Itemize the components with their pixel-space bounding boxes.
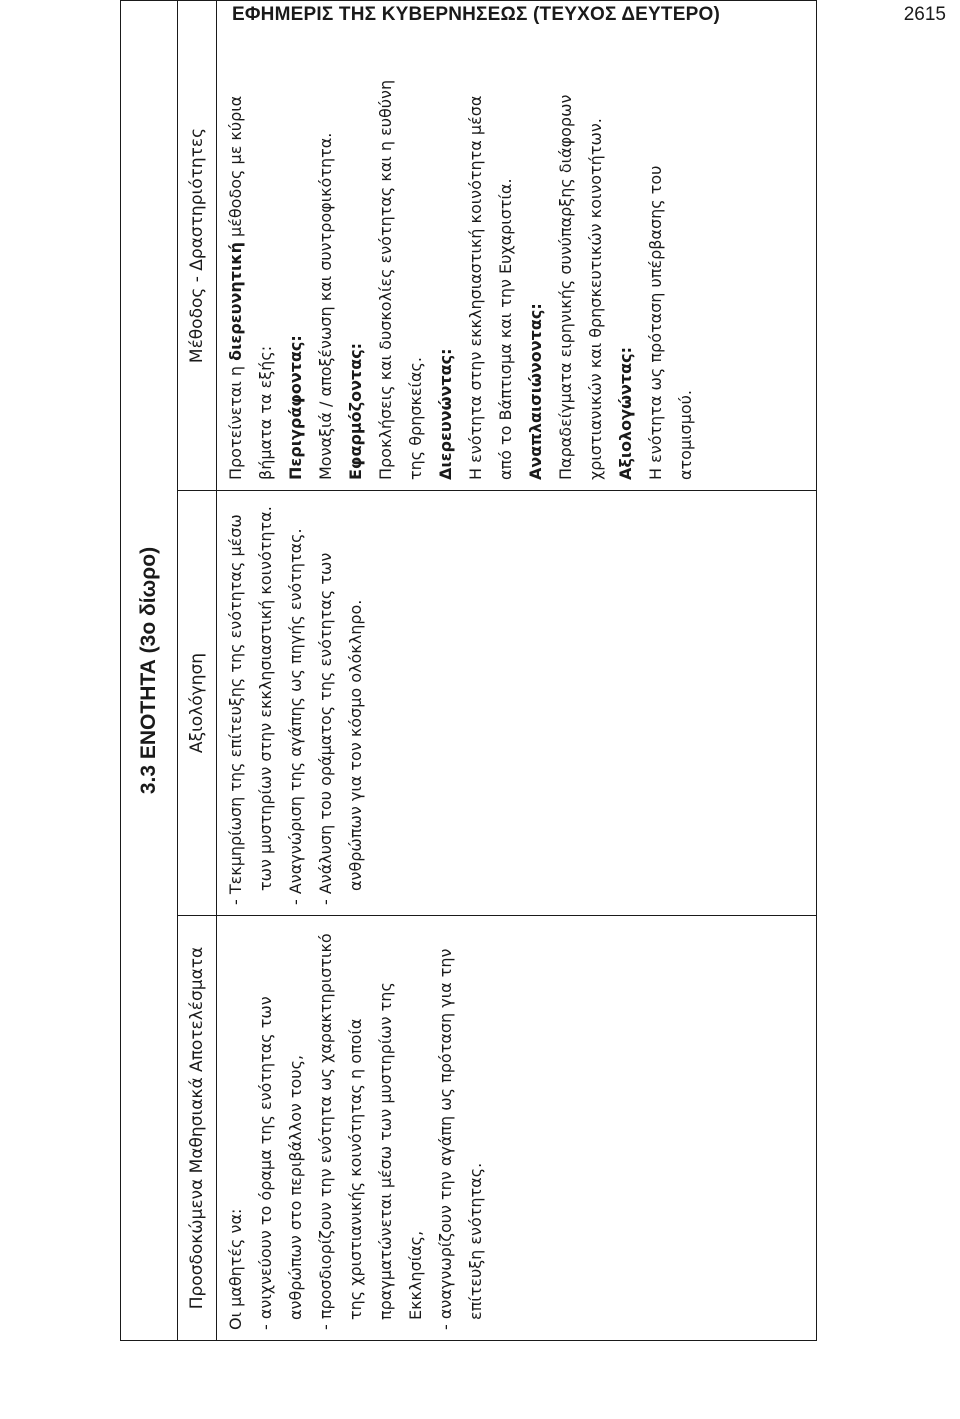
step-line: χριστιανικών και θρησκευτικών κοινοτήτων. <box>586 118 605 480</box>
step-line: Η ενότητα στην εκκλησιαστική κοινότητα μέσα <box>466 95 485 480</box>
rotated-table-container <box>120 1 820 1341</box>
column-header-assessment: Αξιολόγηση <box>178 491 217 916</box>
outcome-line: - αναγνωρίζουν την αγάπη ως πρόταση για την <box>436 948 455 1330</box>
outcome-line: ανθρώπων στο περιβάλλον τους, <box>286 1054 305 1320</box>
outcome-line: Εκκλησίας, <box>406 1230 425 1320</box>
outcome-line: - προσδιορίζουν την ενότητα ως χαρακτηριστικό <box>316 933 335 1330</box>
column-header-outcomes: Προσδοκώμενα Μαθησιακά Αποτελέσματα <box>178 916 217 1341</box>
step-line: Η ενότητα ως πρόταση υπέρβασης του <box>646 165 665 480</box>
step-heading: Αναπλαισιώνοντας: <box>526 303 545 480</box>
table-title-text: 3.3 ΕΝΟΤΗΤΑ (3ο δίωρο) <box>137 546 160 795</box>
step-line: από το Βάπτισμα και την Ευχαριστία. <box>496 178 515 480</box>
assessment-cell <box>217 491 817 916</box>
step-line: ατομισμού. <box>676 389 695 480</box>
method-intro <box>221 11 251 480</box>
step-line: της θρησκείας. <box>406 357 425 480</box>
method-intro-line2: βήματα τα εξής: <box>256 345 275 480</box>
outcome-line: της χριστιανικής κοινότητας η οποία <box>346 1018 365 1320</box>
step-heading: Περιγράφοντας: <box>286 335 305 480</box>
step-heading: Αξιολογώντας: <box>616 347 635 480</box>
outcome-line: πραγματώνεται μέσω των μυστηρίων της <box>376 982 395 1320</box>
method-intro-bold: διερευνητική <box>226 242 245 361</box>
page-number: 2615 <box>903 4 946 25</box>
unit-table <box>120 0 817 1341</box>
column-header-method: Μέθοδος - Δραστηριότητες <box>178 1 217 491</box>
assessment-line: - Αναγνώριση της αγάπης ως πηγής ενότητας. <box>286 528 305 905</box>
assessment-line: - Τεκμηρίωση της επίτευξης της ενότητας μέσω <box>226 514 245 905</box>
step-heading: Διερευνώντας: <box>436 348 455 480</box>
step-line: Μοναξιά / αποξένωση και συντροφικότητα. <box>316 132 335 480</box>
outcomes-cell <box>217 916 817 1341</box>
assessment-line: ανθρώπων για τον κόσμο ολόκληρο. <box>346 599 365 891</box>
table-title <box>121 1 178 1341</box>
step-line: Παραδείγματα ειρηνικής συνύπαρξης διάφορων <box>556 94 575 480</box>
step-line: Προκλήσεις και δυσκολίες ενότητας και η ευθύνη <box>376 79 395 480</box>
method-intro-post: μέθοδος με κύρια <box>226 95 245 243</box>
assessment-line: - Ανάλυση του οράματος της ενότητας των <box>316 552 335 905</box>
method-intro-pre: Προτείνεται η <box>226 360 245 480</box>
gazette-title: ΕΦΗΜΕΡΙΣ ΤΗΣ ΚΥΒΕΡΝΗΣΕΩΣ (ΤΕΥΧΟΣ ΔΕΥΤΕΡΟ) <box>232 4 720 25</box>
method-cell <box>217 1 817 491</box>
assessment-line: των μυστηρίων στην εκκλησιαστική κοινότητα. <box>256 506 275 891</box>
outcome-line: - ανιχνεύουν το όραμα της ενότητας των <box>256 996 275 1330</box>
outcome-line: Οι μαθητές να: <box>226 1208 245 1330</box>
outcome-line: επίτευξη ενότητας. <box>466 1162 485 1320</box>
step-heading: Εφαρμόζοντας: <box>346 342 365 480</box>
